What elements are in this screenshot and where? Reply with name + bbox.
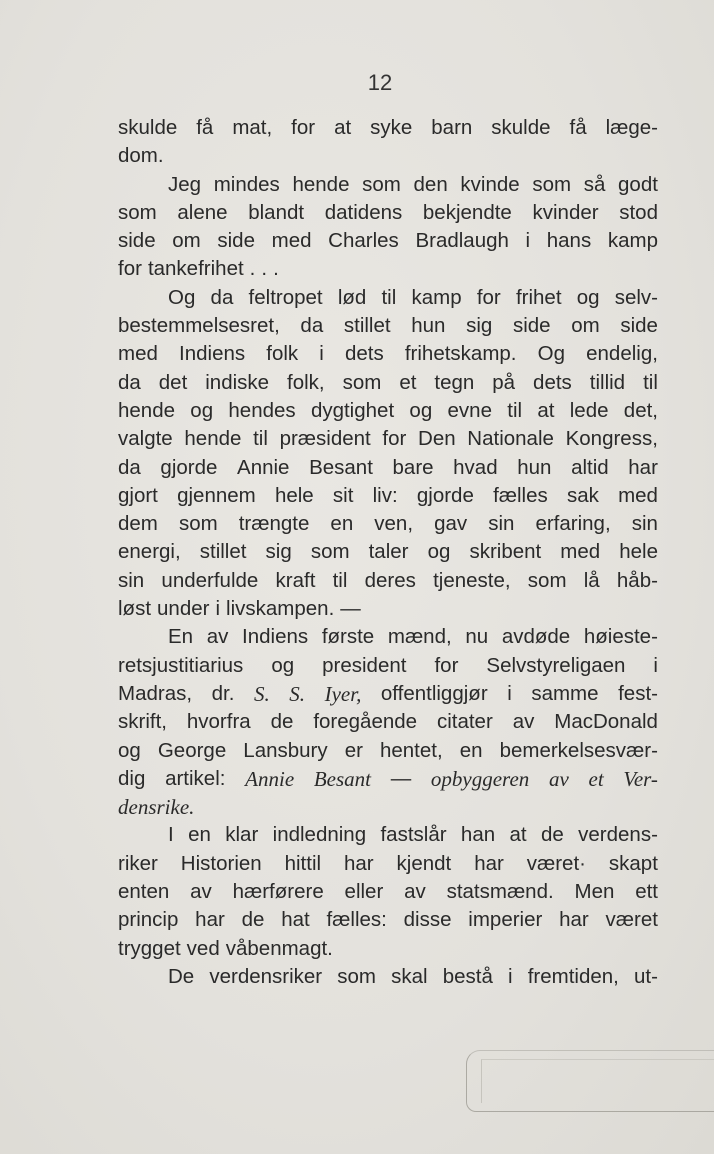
word: artikel: [165,766,226,790]
word: det, [623,398,658,422]
text-line [118,255,658,283]
word: hittil [284,851,322,875]
word: første [321,625,375,649]
word: for [476,285,501,309]
word: hende [118,398,176,422]
word: gjorde [416,483,474,507]
word: Lansbury [243,738,328,762]
word: hentet, [379,738,443,762]
word: endelig, [586,342,658,366]
word: riker [118,851,158,875]
word: for [291,116,316,139]
word: hende [184,427,242,451]
word: Iyer, [324,681,362,706]
word: og [190,398,214,422]
word: livskampen. [226,597,335,621]
word: nu [465,625,489,649]
text-line [118,680,658,708]
word: Besant [313,766,371,791]
word: til [381,285,397,309]
text-line [118,595,658,623]
word: til [253,427,268,451]
word: og [427,540,451,564]
word: for [434,653,459,677]
word: og [271,653,295,677]
text-line [118,171,658,199]
word: som [527,568,567,592]
word: Kongress, [565,427,658,451]
word: bemerkelsesvær- [499,738,658,762]
body-text [118,114,658,991]
word: og [118,738,141,762]
word: håb- [616,568,658,592]
word: skrift, [118,710,167,734]
word: løst [118,597,152,621]
word: et [399,370,417,394]
word: av [512,710,535,734]
word: Indiens [242,625,309,649]
word: dets [344,342,384,366]
word: av [404,880,426,904]
word: sin [118,568,145,592]
word: i [319,342,324,366]
word: av [548,766,569,791]
word: at [509,823,527,847]
word: barn [431,116,473,139]
word: imperier [468,908,543,932]
word: høieste- [583,625,658,649]
word: til [507,398,523,422]
word: har [474,851,504,875]
word: lede [569,398,609,422]
word: i [653,653,658,677]
word: skapt [608,851,658,875]
word: skal [391,964,428,988]
word: har [343,851,374,875]
word: sig [265,540,292,564]
word: kjendt [396,851,452,875]
word: citater [436,710,493,734]
word: hvorfra [186,710,251,734]
text-line [118,199,658,227]
word: et [588,766,604,791]
word: hende [292,172,350,196]
word: lød [337,285,367,309]
word: fastslår [380,823,447,847]
word: på [492,370,516,394]
word: Charles [328,229,399,253]
word: han [460,823,496,847]
word: som [310,540,350,564]
word: statsmænd. [446,880,554,904]
word: verdensriker [209,964,323,988]
word: til [643,370,658,394]
word: bestå [442,964,493,988]
word: ut- [633,964,658,988]
word: Ver- [623,766,658,791]
text-line [118,538,658,566]
word: tankefrihet [147,257,244,281]
word: I [168,823,174,847]
text-line [118,567,658,595]
word: ven, [374,512,414,536]
word: . [273,257,279,281]
word: læge- [605,116,658,139]
word: side [512,314,551,338]
word: Annie [245,766,295,791]
word: få [196,116,214,139]
word: foregående [313,710,418,734]
word: disse [403,908,452,932]
word: altid [571,455,609,479]
word: S. [289,681,306,706]
text-line [118,397,658,425]
word: Besant [309,455,373,479]
word: gjennem [177,483,256,507]
word: hele [274,483,314,507]
word: sit [332,483,354,507]
text-line [118,425,658,453]
word: og [409,398,433,422]
word: de [241,908,265,932]
word: S. [253,681,270,706]
word: stillet [199,540,247,564]
text-line [118,114,658,142]
word: lå [583,568,600,592]
word: Jeg [168,172,202,196]
text-line [118,340,658,368]
word: været [605,908,658,932]
word: En [168,625,194,649]
word: trængte [238,512,310,536]
text-line [118,793,658,821]
word: til [332,568,348,592]
word: indiske [205,370,270,394]
word: bestemmelsesret, [118,314,280,338]
word: Den [418,427,456,451]
word: været· [526,851,586,875]
word: — [340,597,361,621]
word: kamp [607,229,658,253]
word: side [217,229,255,253]
word: offentliggjør [380,681,488,705]
text-line [118,623,658,651]
word: Annie [237,455,290,479]
word: at [537,398,555,422]
word: George [157,738,227,762]
page-number: 12 [367,70,393,95]
word: — [390,766,412,790]
word: blandt [248,200,305,224]
word: folk, [287,370,325,394]
word: at [334,116,352,139]
text-line [118,708,658,736]
word: da [300,314,324,338]
word: indledning [272,823,367,847]
word: hun [411,314,446,338]
word: av [190,880,212,904]
word: få [569,116,587,139]
word: alene [177,200,228,224]
text-line [118,850,658,878]
word: erfaring, [535,512,611,536]
word: er [344,738,363,762]
word: for [118,257,142,281]
word: har [195,908,225,932]
word: datidens [324,200,403,224]
word: kraft [275,568,316,592]
word: for [382,427,407,451]
word: syke [370,116,413,139]
word: kvinder [532,200,599,224]
word: kvinde [460,172,520,196]
word: dom. [118,144,164,168]
text-line [118,227,658,255]
word: tillid [589,370,626,394]
word: gav [434,512,468,536]
word: som [118,200,157,224]
word: avdøde [501,625,571,649]
word: . [261,257,268,281]
word: fremtiden, [527,964,619,988]
word: Madras, [118,681,193,705]
word: det [158,370,188,394]
text-line [118,369,658,397]
word: feltropet [248,285,323,309]
text-line [118,737,658,765]
word: fælles [493,483,548,507]
word: frihet [515,285,562,309]
text-line [118,482,658,510]
word: om [571,314,600,338]
word: og [576,285,600,309]
word: taler [368,540,409,564]
library-stamp-inner [481,1059,714,1103]
word: dr. [211,681,235,705]
word: skulde [491,116,551,139]
word: sin [488,512,515,536]
word: med [618,483,658,507]
word: ett [635,880,658,904]
text-line [118,284,658,312]
word: hun [517,455,552,479]
word: en [188,823,211,847]
word: Historien [180,851,262,875]
library-stamp-mark [466,1050,714,1112]
word: selv- [614,285,658,309]
word: side [620,314,658,338]
word: mindes [213,172,280,196]
word: samme [531,681,599,705]
word: dig [118,766,146,790]
word: har [559,908,589,932]
word: sin [631,512,658,536]
word: mænd, [387,625,452,649]
text-line [118,142,658,170]
word: enten [118,880,170,904]
word: Selvstyreligaen [486,653,626,677]
word: liv: [372,483,398,507]
word: fest- [618,681,658,705]
text-line [118,652,658,680]
word: da [118,455,141,479]
word: tjeneste, [433,568,511,592]
word: fælles: [326,908,387,932]
word: skulde [118,116,178,139]
word: som [178,512,218,536]
word: princip [118,908,179,932]
word: under [157,597,210,621]
word: i [215,597,221,621]
word: dem [118,512,158,536]
text-line [118,510,658,538]
text-line [118,878,658,906]
word: som [362,172,401,196]
word: frihetskamp. [404,342,517,366]
word: trygget [118,936,181,960]
word: De [168,964,195,988]
word: gjorde [160,455,218,479]
word: bekjendte [422,200,512,224]
word: præsident [279,427,371,451]
text-line [118,963,658,991]
word: Indiens [179,342,246,366]
word: da [118,370,141,394]
text-line [118,935,658,963]
word: som [532,172,572,196]
text-line [118,312,658,340]
word: sak [566,483,599,507]
word: dygtighet [310,398,395,422]
word: hans [546,229,592,253]
word: i [507,681,512,705]
word: side [118,229,156,253]
word: densrike. [118,795,195,820]
word: opbyggeren [430,766,530,791]
word: de [270,710,294,734]
word: Bradlaugh [415,229,509,253]
word: underfulde [161,568,259,592]
word: en [459,738,483,762]
word: så [583,172,606,196]
word: gjort [118,483,158,507]
word: deres [364,568,416,592]
word: med [118,342,158,366]
word: energi, [118,540,181,564]
word: Nationale [467,427,554,451]
word: de [540,823,564,847]
word: . [249,257,256,281]
word: klar [225,823,259,847]
word: en [330,512,354,536]
word: skribent [469,540,542,564]
text-line [118,906,658,934]
word: Men [574,880,615,904]
word: som [342,370,382,394]
word: våbenmagt. [225,936,333,960]
word: stillet [343,314,391,338]
word: valgte [118,427,173,451]
word: hendes [228,398,296,422]
word: hærførere [232,880,324,904]
word: da [210,285,234,309]
word: ved [186,936,220,960]
word: godt [618,172,658,196]
word: av [206,625,229,649]
word: Og [168,285,196,309]
word: har [628,455,658,479]
word: om [172,229,201,253]
word: kamp [411,285,462,309]
word: i [508,964,513,988]
word: sig [466,314,493,338]
text-line [118,821,658,849]
word: mat, [232,116,273,139]
word: hat [281,908,310,932]
word: eller [344,880,384,904]
word: evne [447,398,492,422]
word: hele [619,540,658,564]
word: som [337,964,376,988]
word: med [271,229,312,253]
text-line [118,454,658,482]
word: MacDonald [554,710,658,734]
word: folk [266,342,299,366]
text-line [118,765,658,793]
word: i [525,229,531,253]
word: stod [619,200,658,224]
word: med [560,540,601,564]
word: bare [392,455,434,479]
word: tegn [434,370,475,394]
word: Og [537,342,565,366]
word: verdens- [578,823,658,847]
word: dets [533,370,572,394]
word: hvad [453,455,498,479]
word: den [413,172,448,196]
word: president [322,653,407,677]
word: retsjustitiarius [118,653,244,677]
